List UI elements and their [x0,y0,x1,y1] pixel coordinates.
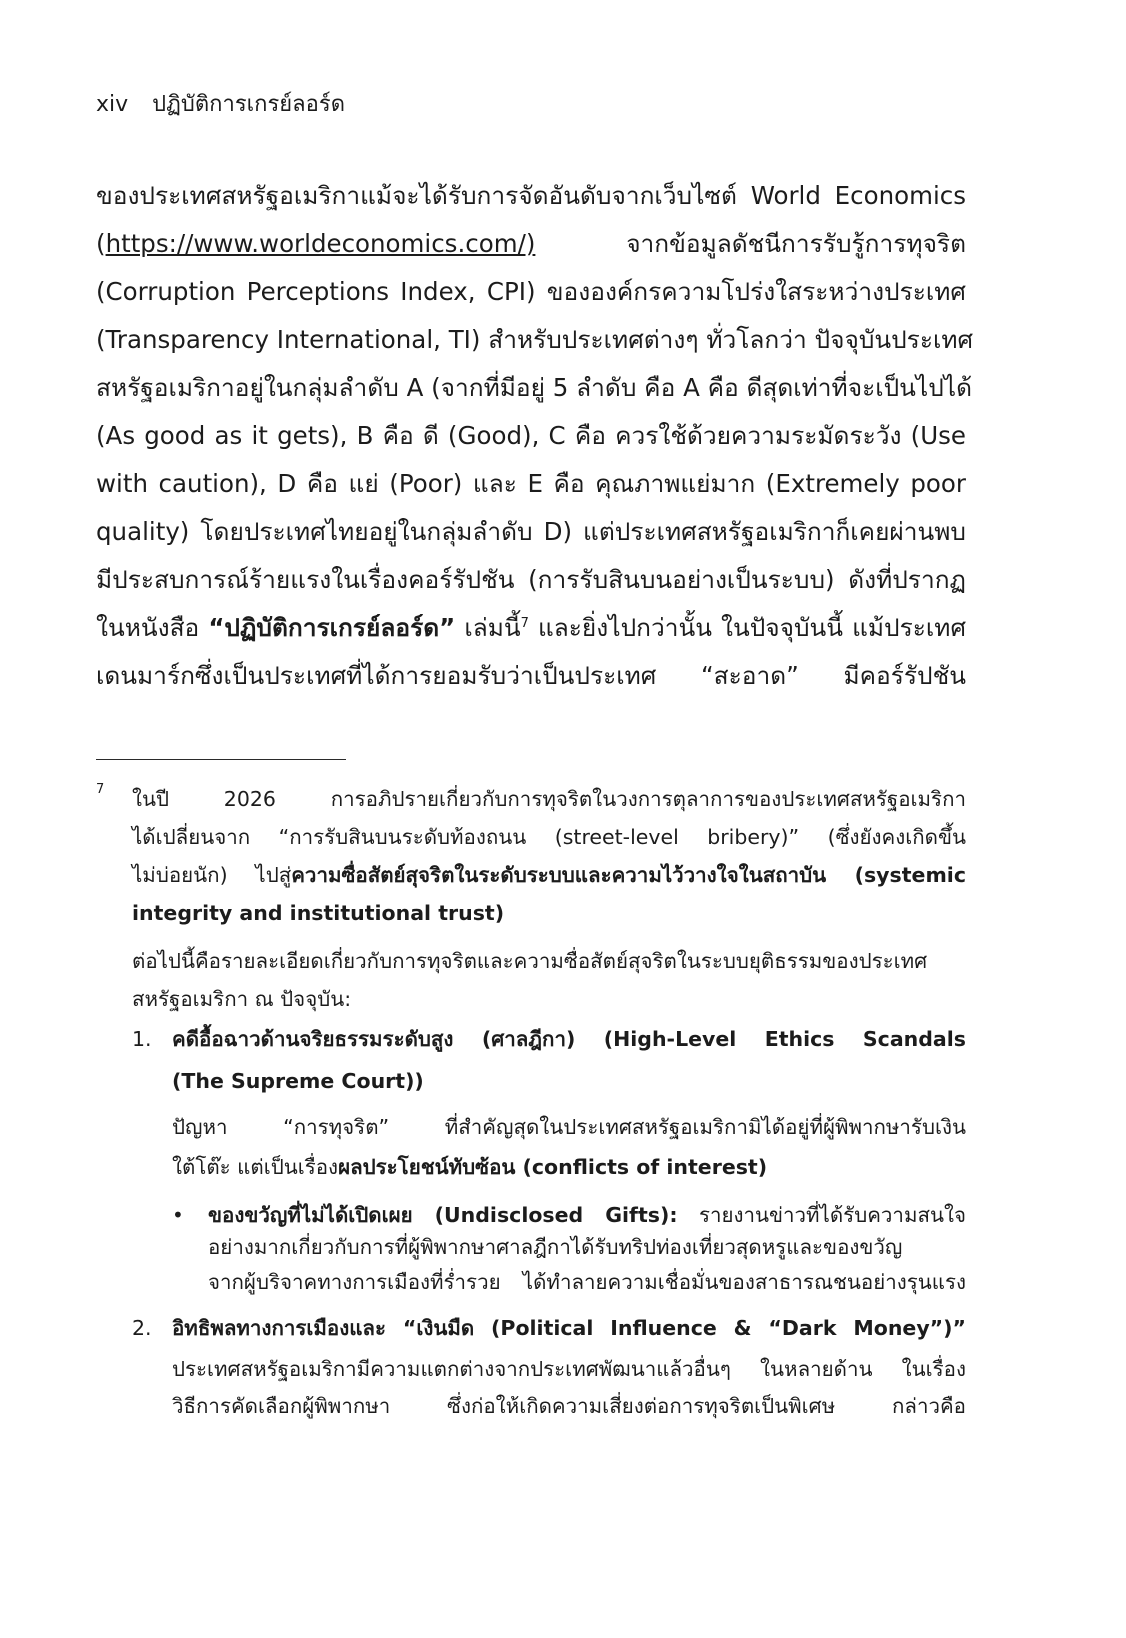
footnote-bold-text: ผลประโยชน์ทับซ้อน (conflicts of interest) [338,1155,768,1179]
book-title-bold: “ปฏิบัติการเกรย์ลอร์ด” [208,613,456,642]
footnote-line: ในปี 2026 การอภิปรายเกี่ยวกับการทุจริตในวงการตุลาการของประเทศสหรัฐอเมริกา [132,787,966,811]
body-text-fragment: ในหนังสือ [96,613,209,642]
running-head [96,90,345,120]
body-line: (As good as it gets), B คือ ดี (Good), C คือ ควรใช้ด้วยความระมัดระวัง (Use [96,421,966,450]
footnote-text-fragment: ใต้โต๊ะ แต่เป็นเรื่อง [172,1155,339,1179]
body-line: with caution), D คือ แย่ (Poor) และ E คือ คุณภาพแย่มาก (Extremely poor [96,469,966,498]
body-line: (Transparency International, TI) สำหรับประเทศต่างๆ ทั่วโลกว่า ปัจจุบันประเทศ [96,325,974,354]
footnote-line: ต่อไปนี้คือรายละเอียดเกี่ยวกับการทุจริตและความซื่อสัตย์สุจริตในระบบยุติธรรมของประเทศ [132,949,928,973]
list-item-title: คดีอื้อฉาวด้านจริยธรรมระดับสูง (ศาลฎีกา) (High-Level Ethics Scandals [172,1027,966,1051]
list-item-1-title [132,1018,966,1060]
footnote-bold-text: integrity and institutional trust) [132,901,505,925]
footnote-line: สหรัฐอเมริกา ณ ปัจจุบัน: [132,987,352,1011]
list-item-2-text: ประเทศสหรัฐอเมริกามีความแตกต่างจากประเทศพัฒนาแล้วอื่นๆ ในหลายด้าน ในเรื่อง [172,1357,966,1381]
footnote-text-fragment: ไม่บ่อยนัก) ไปสู่ [132,863,292,887]
list-item-title: อิทธิพลทางการเมืองและ “เงินมืด (Political Influence & “Dark Money”)” [172,1316,966,1340]
bullet-icon: • [172,1203,184,1227]
footnote [96,780,966,1426]
spacer [96,932,966,942]
list-item-2-title [132,1300,966,1346]
body-line: สหรัฐอเมริกาอยู่ในกลุ่มลำดับ A (จากที่มีอยู่ 5 ลำดับ คือ A คือ ดีสุดเท่าที่จะเป็นไปได้ [96,373,973,402]
footnote-line [132,856,966,894]
body-text-fragment: ( [96,229,106,258]
footnote-reference[interactable]: 7 [520,615,529,631]
footnote-bold-text: ความซื่อสัตย์สุจริตในระดับระบบและความไว้วางใจในสถาบัน (systemic [291,863,966,887]
body-text-fragment: เล่มนี้ [455,613,521,642]
body-text-fragment: จากข้อมูลดัชนีการรับรู้การทุจริต [535,229,966,258]
body-line: เดนมาร์กซึ่งเป็นประเทศที่ได้การยอมรับว่าเป็นประเทศ “สะอาด” มีคอร์รัปชัน [96,661,966,690]
bullet-item [96,1190,966,1300]
footnote-separator [96,759,346,760]
body-line [96,220,966,268]
body-line [96,604,966,652]
page-number: xiv [96,92,129,117]
bullet-line: อย่างมากเกี่ยวกับการที่ผู้พิพากษาศาลฎีกาได้รับทริปท่องเที่ยวสุดหรูและของขวัญ [208,1235,903,1259]
bullet-line: จากผู้บริจาคทางการเมืองที่ร่ำรวย ได้ทำลายความเชื่อมั่นของสาธารณชนอย่างรุนแรง [208,1270,966,1294]
list-number: 1. [132,1027,152,1051]
footnote-text-fragment: รายงานข่าวที่ได้รับความสนใจ [677,1203,967,1227]
body-line: quality) โดยประเทศไทยอยู่ในกลุ่มลำดับ D) แต่ประเทศสหรัฐอเมริกาก็เคยผ่านพบ [96,517,966,546]
list-item-1-text: ปัญหา “การทุจริต” ที่สำคัญสุดในประเทศสหรัฐอเมริกามิได้อยู่ที่ผู้พิพากษารับเงิน [172,1115,966,1139]
body-line: ของประเทศสหรัฐอเมริกาแม้จะได้รับการจัดอันดับจากเว็บไซต์ World Economics [96,181,966,210]
list-item-title: (The Supreme Court)) [172,1069,424,1093]
footnote-line: ได้เปลี่ยนจาก “การรับสินบนระดับท้องถนน (street-level bribery)” (ซึ่งยังคงเกิดขึ้น [132,825,966,849]
body-line: (Corruption Perceptions Index, CPI) ขององค์กรความโปร่งใสระหว่างประเทศ [96,277,966,306]
body-text-fragment: และยิ่งไปกว่านั้น ในปัจจุบันนี้ แม้ประเทศ [528,613,967,642]
list-number: 2. [132,1316,152,1340]
body-paragraph [96,172,974,700]
body-line: มีประสบการณ์ร้ายแรงในเรื่องคอร์รัปชัน (การรับสินบนอย่างเป็นระบบ) ดังที่ปรากฏ [96,565,966,594]
list-item-1-text [172,1144,966,1190]
footnote-line [132,894,966,932]
list-item-1-title-cont [172,1060,966,1102]
footnote-mark: 7 [96,782,105,797]
running-head-title: ปฏิบัติการเกรย์ลอร์ด [152,92,345,117]
bullet-line [208,1190,966,1230]
worldeconomics-link[interactable]: https://www.worldeconomics.com/) [105,229,536,258]
bullet-bold-text: ของขวัญที่ไม่ได้เปิดเผย (Undisclosed Gifts): [208,1203,678,1227]
list-item-2-text: วิธีการคัดเลือกผู้พิพากษา ซึ่งก่อให้เกิดความเสี่ยงต่อการทุจริตเป็นพิเศษ กล่าวคือ [172,1394,966,1418]
